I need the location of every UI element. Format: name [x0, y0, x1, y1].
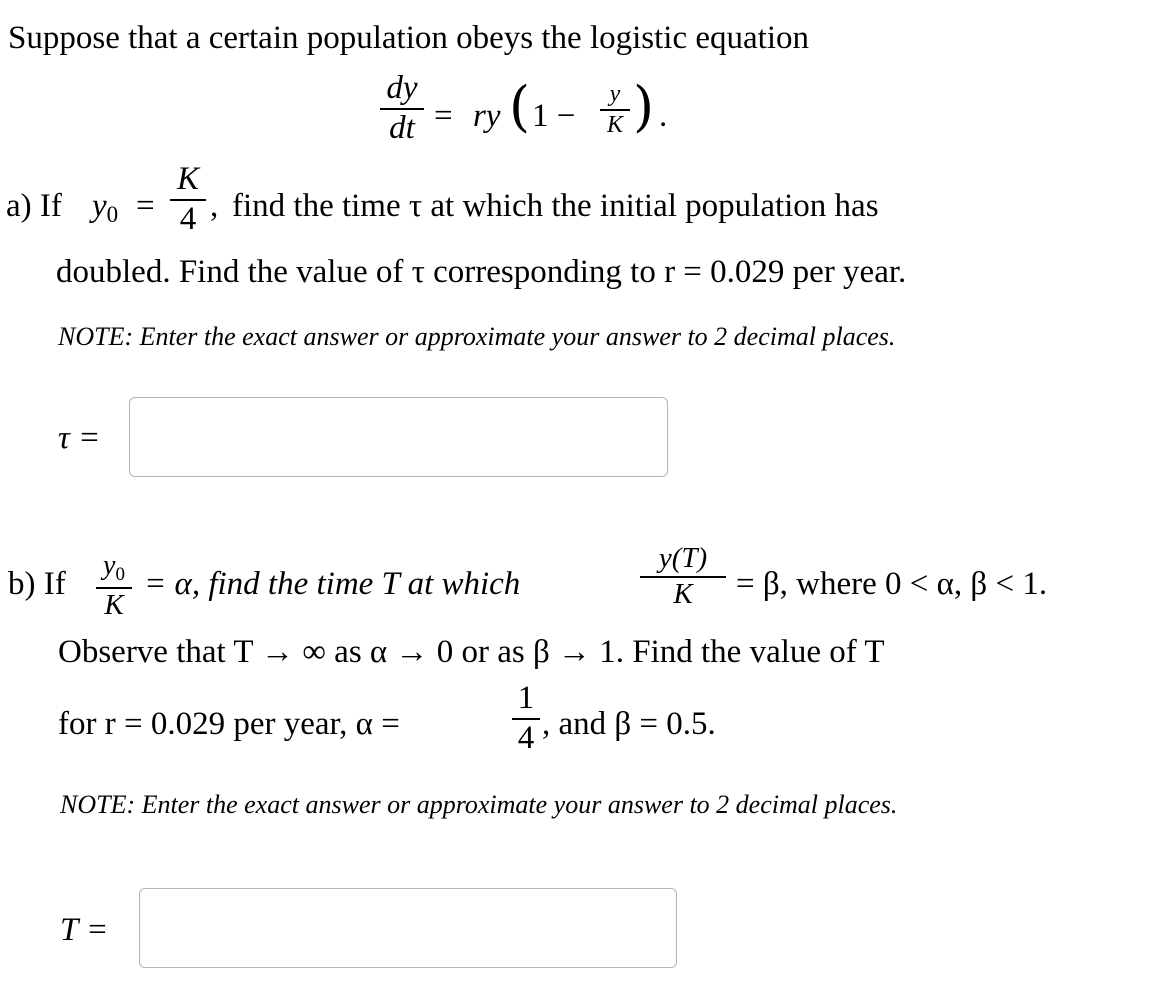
one-quarter-fraction: [512, 682, 540, 755]
yT-over-k-fraction: [640, 544, 726, 609]
dy-numerator: dy: [386, 70, 418, 106]
part-b-line3-start: for r = 0.029 per year, α =: [58, 706, 400, 742]
part-a-label: a) If: [6, 188, 62, 224]
four-denominator: 4: [179, 201, 197, 237]
k-numerator: K: [176, 161, 199, 197]
part-a-line1: find the time τ at which the initial population has: [232, 188, 879, 224]
y0-subscript: 0: [115, 564, 125, 585]
part-b-line2: Observe that T → ∞ as α → 0 or as β → 1. Find the value of T: [58, 634, 885, 670]
k-over-4-fraction: [170, 163, 206, 236]
k-denominator: K: [104, 589, 124, 621]
y0-numerator: [103, 552, 125, 584]
part-b-mid-text: = α, find the time T at which: [144, 566, 521, 602]
dy-dt-fraction: [380, 72, 424, 145]
tau-answer-label: τ =: [58, 420, 101, 456]
right-paren: ): [633, 75, 655, 138]
part-a-note: NOTE: Enter the exact answer or approximate your answer to 2 decimal places.: [58, 322, 896, 351]
part-b-end-text: = β, where 0 < α, β < 1.: [736, 566, 1048, 602]
k-denominator: K: [606, 112, 623, 138]
y0-variable: [92, 190, 118, 226]
k-denominator: K: [673, 578, 693, 610]
yT-numerator: y(T): [658, 542, 708, 574]
tau-answer-input[interactable]: [129, 397, 668, 477]
part-a-equals: =: [136, 188, 155, 224]
equation-ry: ry: [473, 98, 501, 134]
y-over-k-fraction: [600, 82, 630, 137]
part-a-line2: doubled. Find the value of τ corresponding to r = 0.029 per year.: [56, 254, 907, 290]
part-b-note: NOTE: Enter the exact answer or approximate your answer to 2 decimal places.: [60, 790, 898, 819]
y-numerator: y: [609, 81, 621, 107]
left-paren: (: [509, 75, 531, 138]
y0-subscript: 0: [106, 202, 119, 227]
four-denominator: 4: [517, 720, 535, 756]
fraction-bar: [600, 109, 630, 111]
y0-y: y: [103, 550, 116, 581]
one-numerator: 1: [517, 680, 535, 716]
part-b-line3-end: , and β = 0.5.: [542, 706, 716, 742]
equation-equals: =: [434, 98, 453, 134]
intro-text: Suppose that a certain population obeys the logistic equation: [8, 20, 809, 56]
part-a-comma: ,: [210, 188, 219, 224]
y0-over-k-fraction: [96, 552, 132, 620]
equation-one-minus: 1 −: [532, 98, 576, 134]
y0-y: y: [92, 188, 107, 224]
t-answer-input[interactable]: [139, 888, 677, 968]
dt-denominator: dt: [389, 110, 415, 146]
part-b-label: b) If: [8, 566, 66, 602]
equation-period: .: [659, 98, 668, 134]
t-answer-label: T =: [60, 912, 109, 948]
